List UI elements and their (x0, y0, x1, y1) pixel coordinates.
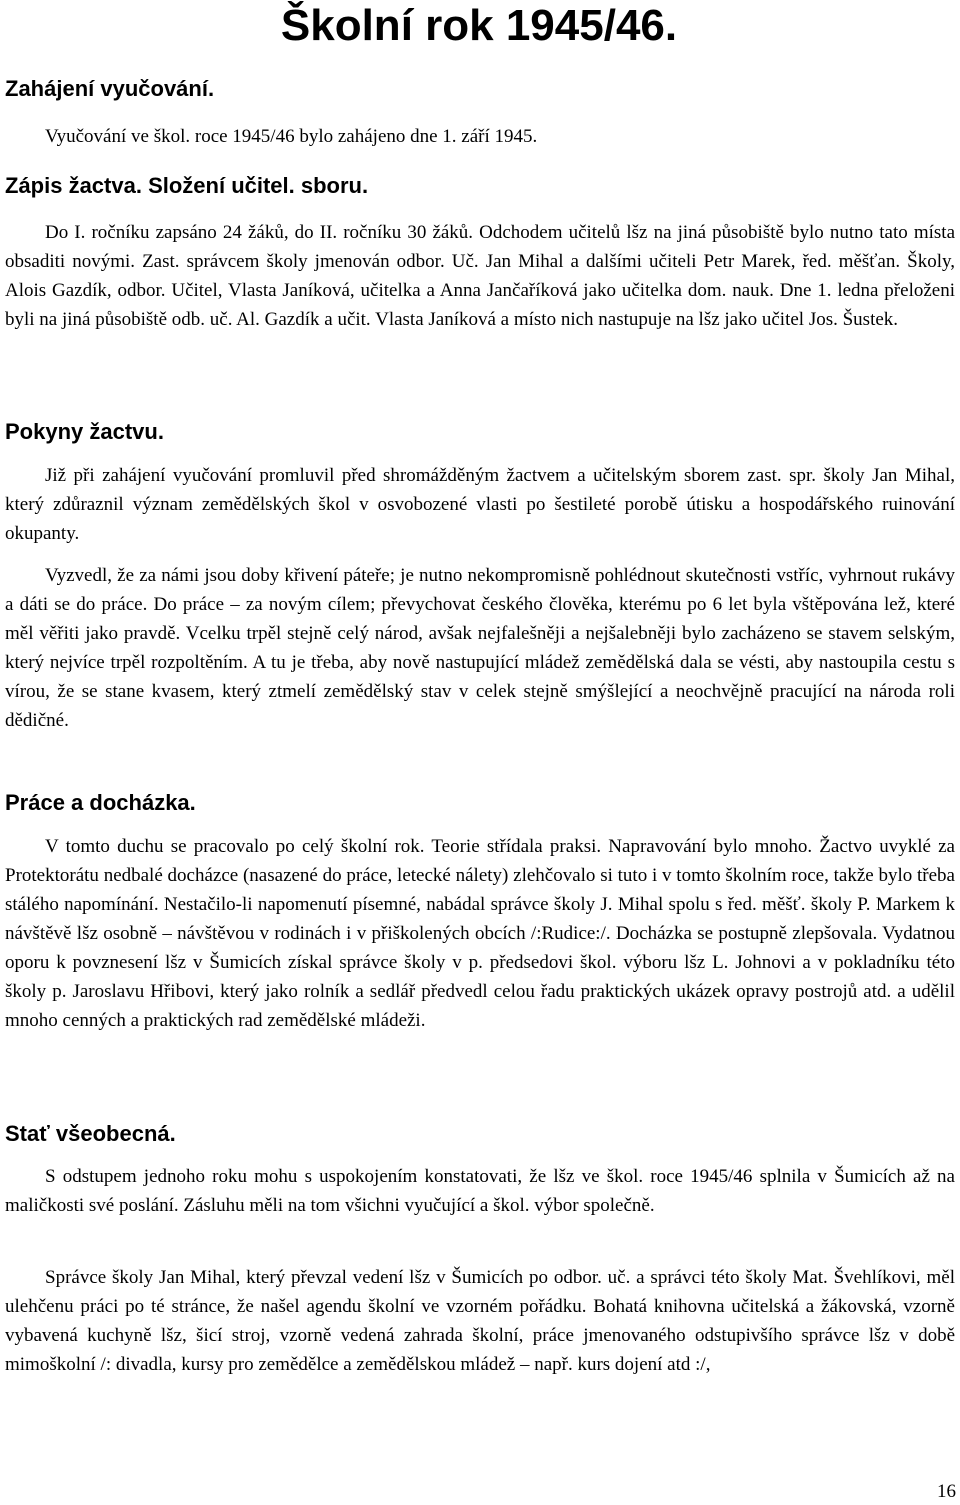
paragraph-prace: V tomto duchu se pracovalo po celý školní rok. Teorie střídala praksi. Napravování bylo mnoho. Žactvo uvyklé za Protektorátu nedbalé docházce (nasazené do práce, letecké nálety) zlehčovalo si tuto i v tomto školním roce, takže bylo třeba stálého napomínání. Nestačilo-li napomenutí písemné, nabádal správce školy J. Mihal spolu s řed. měšť. školy P. Markem k návštěvě lšz osobně – návštěvou v rodinách i v přiškolených obcích /:Rudice:/. Docházka se postupně zlepšovala. Vydatnou oporu k povznesení lšz v Šumicích získal správce školy v p. předsedovi škol. výboru lšz L. Johnovi a v pokladníku této školy p. Jaroslavu Hřibovi, který jako rolník a sedlář předvedl celou řadu praktických ukázek opravy postrojů atd. a udělil mnoho cenných a praktických rad zemědělské mládeži. (5, 836, 955, 1031)
heading-stat: Stať všeobecná. (5, 1121, 176, 1146)
paragraph-stat-2: Správce školy Jan Mihal, který převzal vedení lšz v Šumicích po odbor. uč. a správci této školy Mat. Švehlíkovi, měl ulehčenu práci po té stránce, že našel agendu školní ve vzorném pořádku. Bohatá knihovna učitelská a žákovská, vzorně vybavená kuchyně lšz, šicí stroj, vzorně vedená zahrada školní, práce jmenovaného odstupivšího správce lšz v době mimoškolní /: divadla, kursy pro zemědělce a zemědělskou mládež – např. kurs dojení atd :/, (5, 1267, 955, 1375)
heading-pokyny: Pokyny žactvu. (5, 419, 164, 444)
paragraph-zahajeni: Vyučování ve škol. roce 1945/46 bylo zahájeno dne 1. září 1945. (45, 126, 538, 147)
paragraph-pokyny-2: Vyzvedl, že za námi jsou doby křivení páteře; je nutno nekompromisně pohlédnout skutečnosti vstříc, vyhrnout rukávy a dáti se do práce. Do práce – za novým cílem; převychovat českého člověka, kterému po 6 let byla vštěpována lež, které měl věřiti jako pravdě. Vcelku trpěl stejně celý národ, avšak nejfalešněji a nejšalebněji bylo zacházeno se stavem selským, který nejvíce trpěl rozpoltěním. A tu je třeba, aby nově nastupující mládež zemědělská dala se vésti, aby nastoupila cestu s vírou, že se stane kvasem, který ztmelí zemědělský stav v celek stejně smýšlející a neochvějně pracující na národa roli dědičné. (5, 565, 955, 731)
page-number: 16 (937, 1481, 956, 1502)
paragraph-stat-1: S odstupem jednoho roku mohu s uspokojením konstatovati, že lšz ve škol. roce 1945/46 splnila v Šumicích až na maličkosti své poslání. Zásluhu měli na tom všichni vyučující a škol. výbor společně. (5, 1166, 955, 1216)
document-title: Školní rok 1945/46. (280, 1, 678, 50)
heading-prace: Práce a docházka. (5, 790, 196, 815)
heading-zahajeni: Zahájení vyučování. (5, 76, 215, 101)
paragraph-pokyny-1: Již při zahájení vyučování promluvil před shromážděným žactvem a učitelským sborem zast. spr. školy Jan Mihal, který zdůraznil význam zemědělských škol v osvobozené vlasti po šestileté porobě útisku a hospodářského ruinování okupanty. (5, 465, 955, 544)
paragraph-zapis: Do I. ročníku zapsáno 24 žáků, do II. ročníku 30 žáků. Odchodem učitelů lšz na jiná působiště bylo nutno tato místa obsaditi novými. Zast. správcem školy jmenován odbor. Uč. Jan Mihal a dalšími učiteli Petr Marek, řed. měšťan. Školy, Alois Gazdík, odbor. Učitel, Vlasta Janíková, učitelka a Anna Jančaříková jako učitelka dom. nauk. Dne 1. ledna přeloženi byli na jiná působiště odb. uč. Al. Gazdík a učit. Vlasta Janíková a místo nich nastupuje na lšz jako učitel Jos. Šustek. (5, 222, 955, 330)
heading-zapis: Zápis žactva. Složení učitel. sboru. (5, 173, 369, 198)
